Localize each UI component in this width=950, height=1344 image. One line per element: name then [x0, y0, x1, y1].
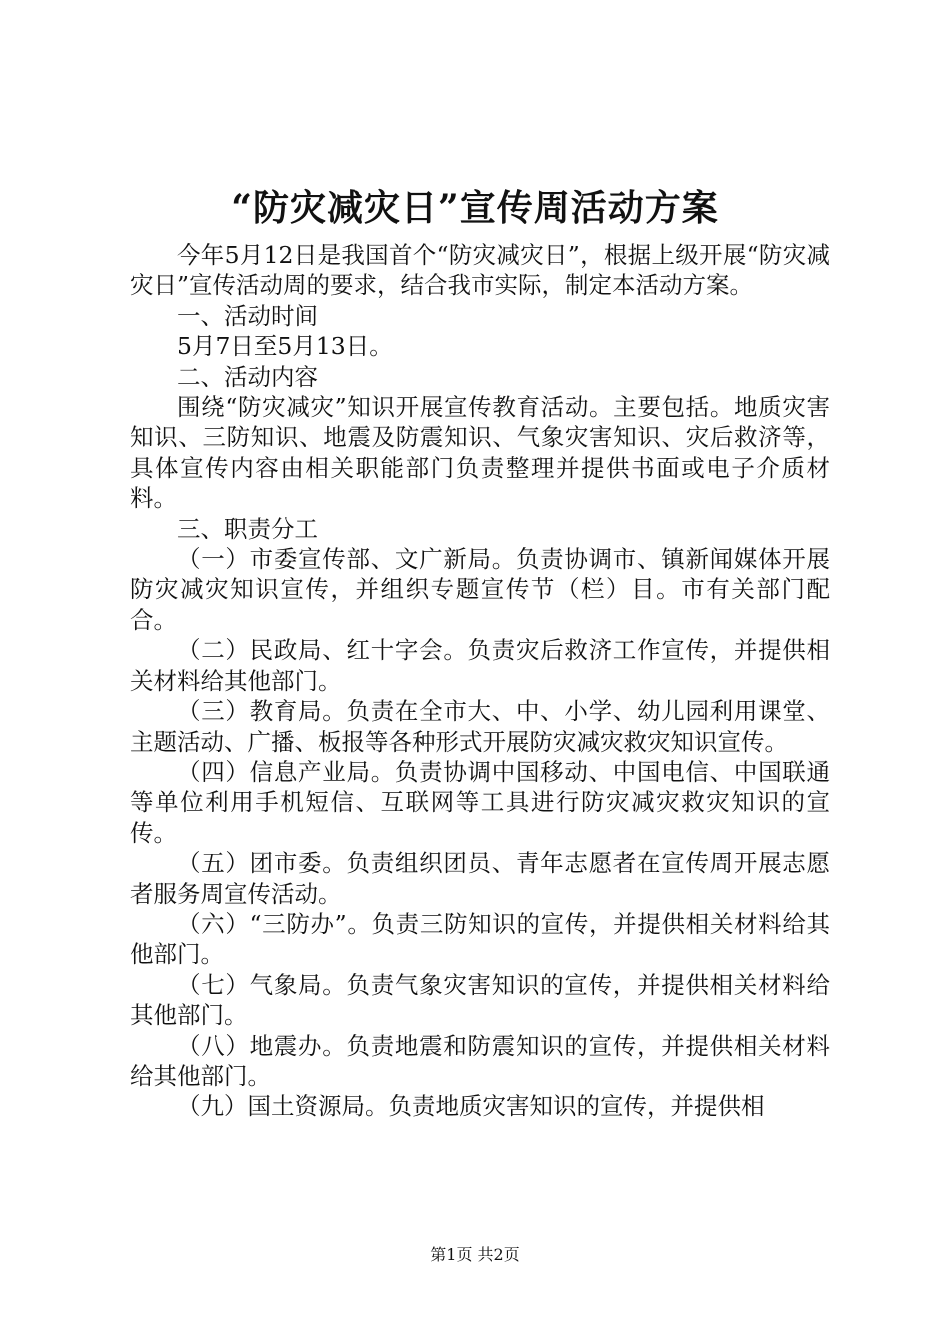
- page-number: 第1页 共2页: [430, 1245, 520, 1264]
- paragraph-duty-6: （六）“三防办”。负责三防知识的宣传，并提供相关材料给其他部门。: [130, 909, 830, 969]
- paragraph-intro: 今年5月12日是我国首个“防灾减灾日”，根据上级开展“防灾减灾日”宣传活动周的要求，结合我市实际，制定本活动方案。: [130, 241, 830, 300]
- paragraph-duty-8: （八）地震办。负责地震和防震知识的宣传，并提供相关材料给其他部门。: [130, 1031, 830, 1090]
- paragraph-activity-dates: 5月7日至5月13日。: [177, 332, 393, 361]
- heading-activity-content: 二、活动内容: [177, 362, 318, 391]
- paragraph-activity-content: 围绕“防灾减灾”知识开展宣传教育活动。主要包括。地质灾害知识、三防知识、地震及防震知识、气象灾害知识、灾后救济等，具体宣传内容由相关职能部门负责整理并提供书面或电子介质材料。: [130, 393, 830, 513]
- paragraph-duty-7: （七）气象局。负责气象灾害知识的宣传，并提供相关材料给其他部门。: [130, 970, 830, 1030]
- heading-activity-time: 一、活动时间: [177, 301, 318, 330]
- page-footer: [0, 1244, 950, 1266]
- paragraph-duty-1: （一）市委宣传部、文广新局。负责协调市、镇新闻媒体开展防灾减灾知识宣传，并组织专题宣传节（栏）目。市有关部门配合。: [130, 545, 830, 634]
- paragraph-duty-3: （三）教育局。负责在全市大、中、小学、幼儿园利用课堂、主题活动、广播、板报等各种形式开展防灾减灾救灾知识宣传。: [130, 697, 830, 756]
- document-body: [130, 240, 830, 1122]
- heading-responsibilities: 三、职责分工: [177, 514, 318, 543]
- paragraph-duty-9: （九）国土资源局。负责地质灾害知识的宣传，并提供相: [177, 1092, 765, 1121]
- document-title: “防灾减灾日”宣传周活动方案: [231, 187, 719, 229]
- paragraph-duty-2: （二）民政局、红十字会。负责灾后救济工作宣传，并提供相关材料给其他部门。: [130, 636, 830, 695]
- paragraph-duty-4: （四）信息产业局。负责协调中国移动、中国电信、中国联通等单位利用手机短信、互联网等工具进行防灾减灾救灾知识的宣传。: [130, 757, 830, 847]
- paragraph-duty-5: （五）团市委。负责组织团员、青年志愿者在宣传周开展志愿者服务周宣传活动。: [130, 849, 830, 908]
